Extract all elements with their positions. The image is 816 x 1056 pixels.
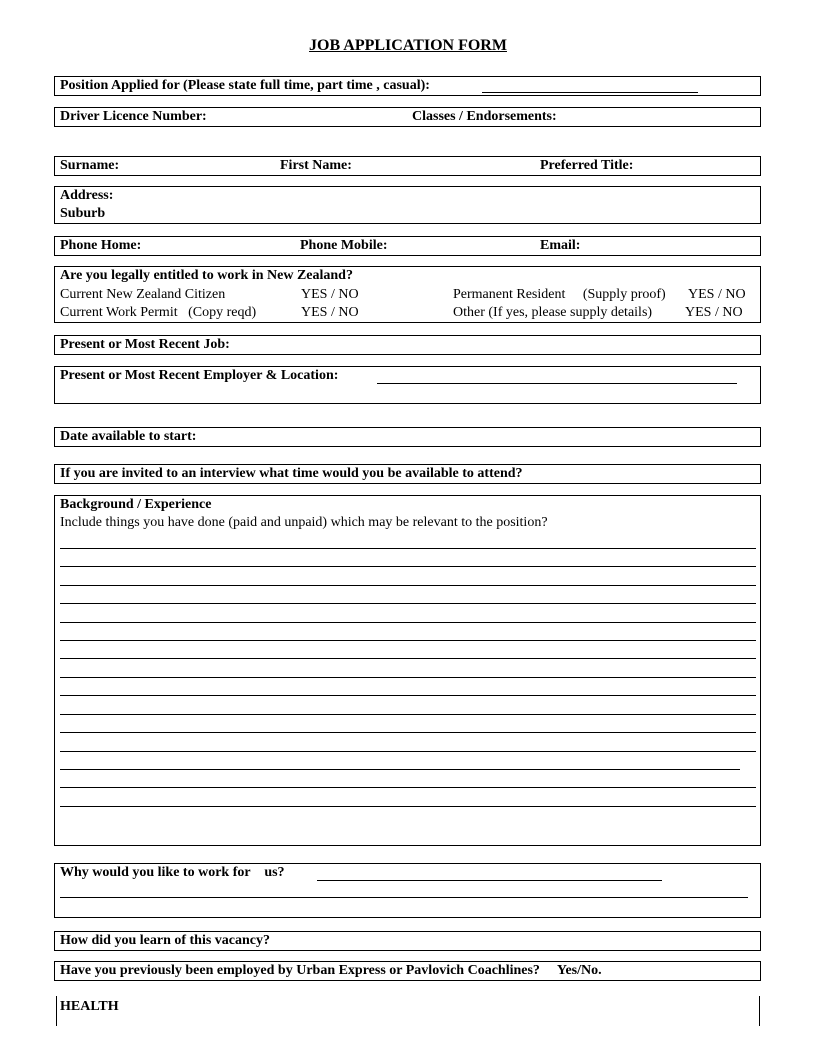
phone-home-label: Phone Home:	[60, 238, 142, 253]
other-yes-no[interactable]: YES / NO	[685, 305, 743, 320]
citizen-label: Current New Zealand Citizen	[60, 287, 226, 302]
background-heading: Background / Experience	[60, 497, 212, 512]
background-writing-line[interactable]	[60, 566, 756, 567]
permit-yes-no[interactable]: YES / NO	[301, 305, 359, 320]
recent-job-section	[54, 335, 761, 355]
resident-label: Permanent Resident (Supply proof)	[453, 287, 666, 302]
address-section	[54, 186, 761, 224]
permit-label: Current Work Permit (Copy reqd)	[60, 305, 257, 320]
contact-section	[54, 236, 761, 256]
work-entitlement-question: Are you legally entitled to work in New Zealand?	[60, 268, 353, 283]
background-section	[54, 495, 761, 846]
page-title: JOB APPLICATION FORM	[309, 37, 507, 54]
date-available-section	[54, 427, 761, 447]
interview-time-section	[54, 464, 761, 484]
preferred-title-label: Preferred Title:	[540, 158, 634, 173]
other-label: Other (If yes, please supply details)	[453, 305, 653, 320]
work-entitlement-section	[54, 266, 761, 323]
background-writing-line[interactable]	[60, 548, 756, 549]
background-writing-line[interactable]	[60, 732, 756, 733]
why-work-input-line[interactable]	[317, 880, 662, 881]
licence-number-label: Driver Licence Number:	[60, 109, 207, 124]
licence-classes-label: Classes / Endorsements:	[412, 109, 557, 124]
vacancy-source-section	[54, 931, 761, 951]
phone-mobile-label: Phone Mobile:	[300, 238, 388, 253]
interview-time-label: If you are invited to an interview what time would you be available to attend?	[60, 466, 523, 481]
background-writing-line[interactable]	[60, 806, 756, 807]
previous-employment-label: Have you previously been employed by Urban Express or Pavlovich Coachlines? Yes/No.	[60, 963, 602, 978]
first-name-label: First Name:	[280, 158, 352, 173]
health-section	[56, 996, 760, 1026]
recent-employer-input-line[interactable]	[377, 383, 737, 384]
background-writing-line[interactable]	[60, 769, 740, 770]
position-input-line[interactable]	[482, 92, 698, 93]
background-writing-line[interactable]	[60, 677, 756, 678]
position-section	[54, 76, 761, 96]
recent-job-label: Present or Most Recent Job:	[60, 337, 230, 352]
background-writing-line[interactable]	[60, 751, 756, 752]
names-section	[54, 156, 761, 176]
resident-yes-no[interactable]: YES / NO	[688, 287, 746, 302]
background-writing-line[interactable]	[60, 603, 756, 604]
citizen-yes-no[interactable]: YES / NO	[301, 287, 359, 302]
background-writing-line[interactable]	[60, 695, 756, 696]
background-writing-line[interactable]	[60, 640, 756, 641]
background-prompt: Include things you have done (paid and unpaid) which may be relevant to the position?	[60, 515, 548, 530]
background-writing-line[interactable]	[60, 658, 756, 659]
background-writing-line[interactable]	[60, 622, 756, 623]
date-available-label: Date available to start:	[60, 429, 197, 444]
health-label: HEALTH	[60, 999, 119, 1014]
why-work-section	[54, 863, 761, 918]
suburb-label: Suburb	[60, 206, 106, 221]
licence-section	[54, 107, 761, 127]
recent-employer-section	[54, 366, 761, 404]
why-work-input-line[interactable]	[60, 897, 748, 898]
background-writing-line[interactable]	[60, 714, 756, 715]
background-writing-line[interactable]	[60, 787, 756, 788]
surname-label: Surname:	[60, 158, 120, 173]
position-label: Position Applied for (Please state full time, part time , casual):	[60, 78, 430, 93]
recent-employer-label: Present or Most Recent Employer & Location:	[60, 368, 339, 383]
previous-employment-section	[54, 961, 761, 981]
address-label: Address:	[60, 188, 114, 203]
background-writing-line[interactable]	[60, 585, 756, 586]
email-label: Email:	[540, 238, 581, 253]
vacancy-source-label: How did you learn of this vacancy?	[60, 933, 271, 948]
why-work-label: Why would you like to work for us?	[60, 865, 285, 880]
